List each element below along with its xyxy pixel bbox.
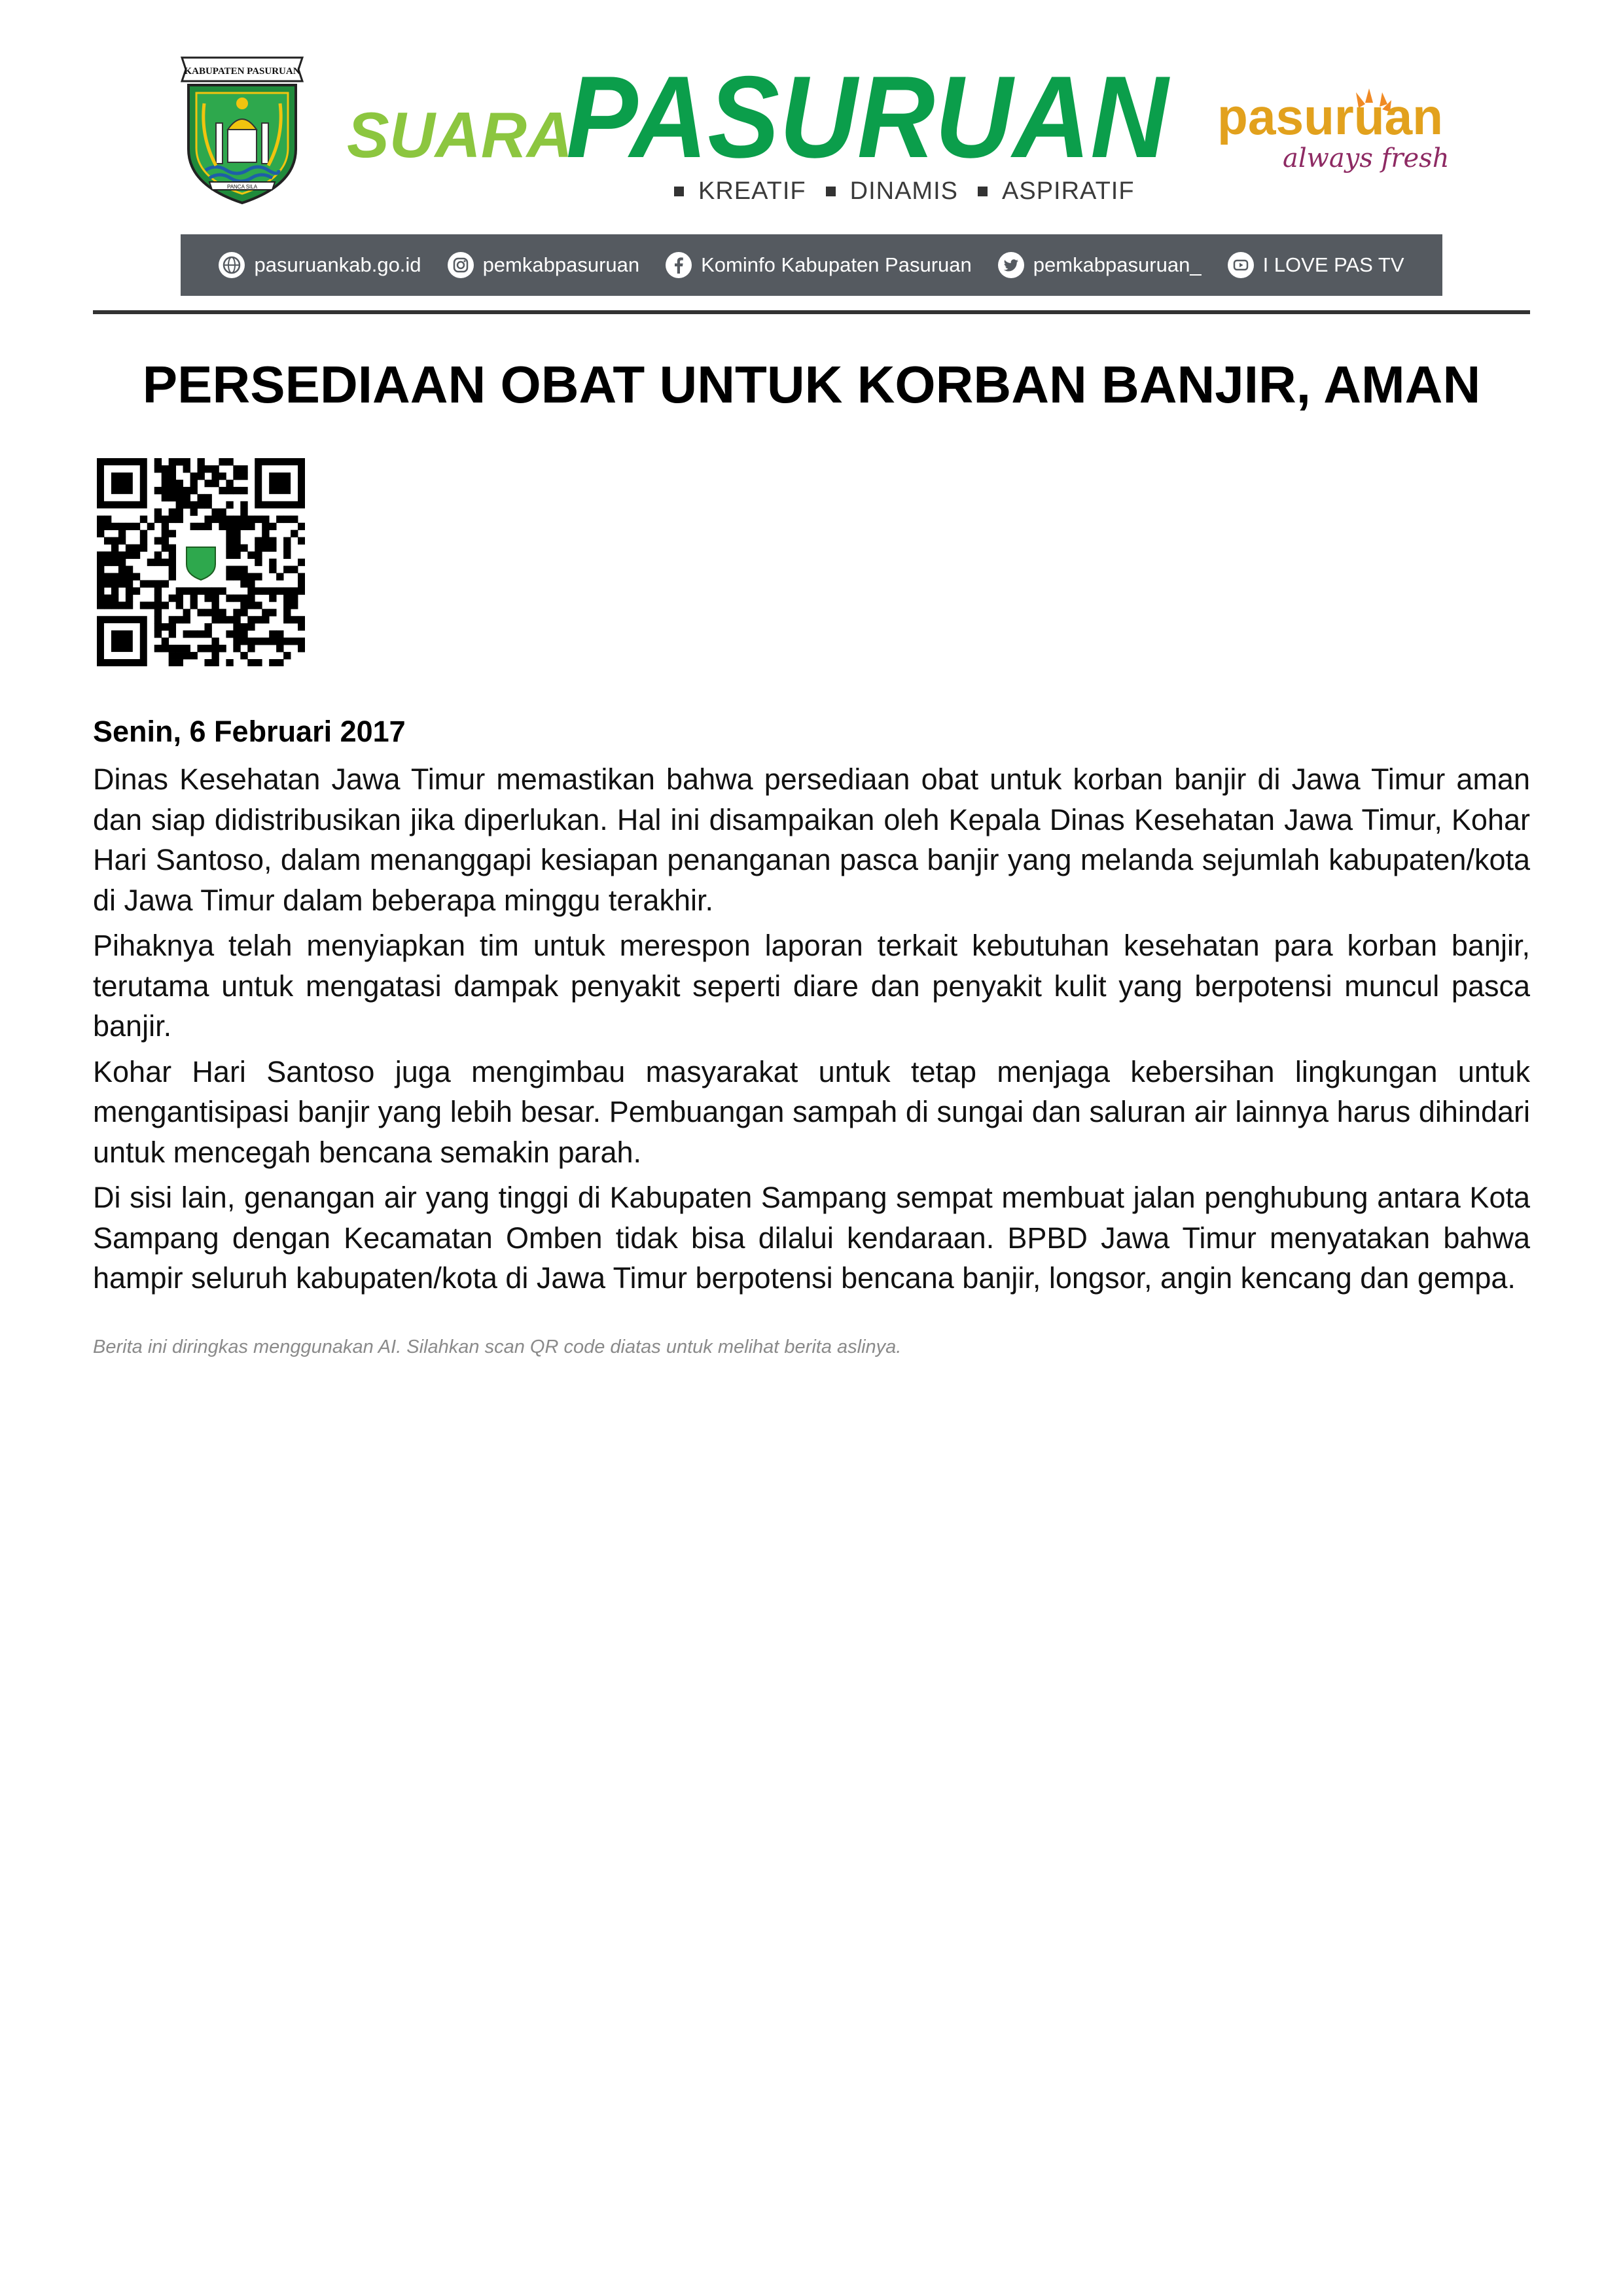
header-divider xyxy=(93,310,1530,314)
suara-pasuruan-wordmark xyxy=(347,52,1171,170)
tourism-slogan: always fresh xyxy=(1283,143,1450,173)
instagram-icon xyxy=(448,252,474,278)
article-paragraph: Kohar Hari Santoso juga mengimbau masyarakat untuk tetap menjaga kebersihan lingkungan untuk mengantisipasi banjir yang lebih besar. Pembuangan sampah di sungai dan saluran air lainnya harus dihindari untuk mencegah bencana semakin parah. xyxy=(93,1054,1530,1169)
social-facebook[interactable] xyxy=(666,252,972,278)
tagline xyxy=(674,175,1135,207)
emblem-label-bottom: PANCA SILA xyxy=(226,184,258,190)
social-label: I LOVE PAS TV xyxy=(1262,253,1404,276)
tourism-word: pasuruan xyxy=(1217,88,1443,145)
brand-suara: SUARA xyxy=(347,99,573,170)
tagline-item: KREATIF xyxy=(674,177,806,206)
tagline-item: DINAMIS xyxy=(826,177,958,206)
social-website[interactable] xyxy=(219,252,421,278)
tagline-item: ASPIRATIF xyxy=(978,177,1135,206)
ai-disclaimer: Berita ini diringkas menggunakan AI. Silahkan scan QR code diatas untuk melihat berita aslinya. xyxy=(93,1336,902,1357)
globe-icon xyxy=(219,252,245,278)
article-date: Senin, 6 Februari 2017 xyxy=(93,715,406,748)
emblem-label-top: KABUPATEN PASURUAN xyxy=(184,66,300,77)
regency-emblem-logo xyxy=(177,51,308,207)
social-youtube[interactable] xyxy=(1228,252,1404,278)
article-body xyxy=(93,759,1530,1304)
facebook-icon xyxy=(666,252,692,278)
article-paragraph: Dinas Kesehatan Jawa Timur memastikan bahwa persediaan obat untuk korban banjir di Jawa Timur aman dan siap didistribusikan jika diperlukan. Hal ini disampaikan oleh Kepala Dinas Kesehatan Jawa Timur, Kohar Hari Santoso, dalam menanggapi kesiapan penanganan pasca banjir yang melanda sejumlah kabupaten/kota di Jawa Timur dalam beberapa minggu terakhir. xyxy=(93,762,1530,917)
article-title: PERSEDIAAN OBAT UNTUK KORBAN BANJIR, AMAN xyxy=(142,355,1481,414)
social-label: pasuruankab.go.id xyxy=(254,253,421,276)
twitter-icon xyxy=(998,252,1024,278)
social-label: pemkabpasuruan_ xyxy=(1033,253,1202,276)
social-label: Kominfo Kabupaten Pasuruan xyxy=(701,253,972,276)
social-twitter[interactable] xyxy=(998,252,1202,278)
qr-code[interactable] xyxy=(97,458,305,666)
brand-pasuruan: PASURUAN xyxy=(566,52,1171,170)
article-paragraph: Di sisi lain, genangan air yang tinggi di Kabupaten Sampang sempat membuat jalan penghubung antara Kota Sampang dengan Kecamatan Omben tidak bisa dilalui kendaraan. BPBD Jawa Timur menyatakan bahwa hampir seluruh kabupaten/kota di Jawa Timur berpotensi bencana banjir, longsor, angin kencang dan gempa. xyxy=(93,1181,1530,1295)
social-instagram[interactable] xyxy=(448,252,640,278)
social-label: pemkabpasuruan xyxy=(482,253,640,276)
youtube-icon xyxy=(1228,252,1254,278)
pasuruan-always-fresh-logo xyxy=(1217,82,1453,180)
social-media-bar xyxy=(181,234,1442,296)
article-paragraph: Pihaknya telah menyiapkan tim untuk merespon laporan terkait kebutuhan kesehatan para korban banjir, terutama untuk mengatasi dampak penyakit seperti diare dan penyakit kulit yang berpotensi muncul pasca banjir. xyxy=(93,929,1530,1043)
